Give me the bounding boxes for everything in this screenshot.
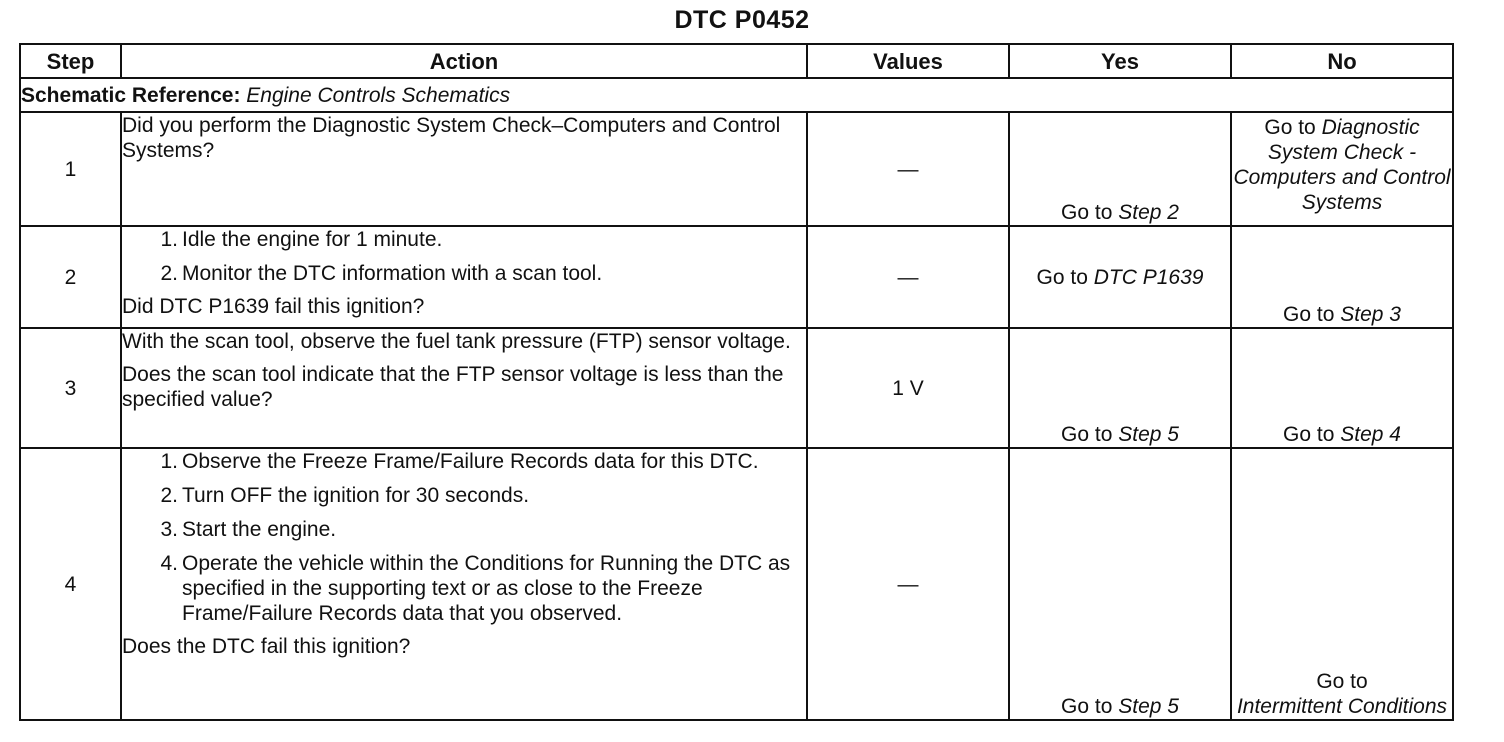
no-link[interactable]: Intermittent Conditions (1236, 695, 1448, 718)
yes-prefix: Go to (1061, 695, 1113, 718)
no-cell (1231, 226, 1453, 328)
yes-link[interactable]: Step 5 (1118, 423, 1179, 446)
substep-text: Start the engine. (182, 518, 337, 541)
yes-link[interactable]: Step 5 (1118, 695, 1179, 718)
no-prefix: Go to (1283, 303, 1335, 326)
substep-text: Idle the engine for 1 minute. (182, 228, 443, 251)
header-row (20, 44, 1453, 78)
action-cell (121, 448, 807, 720)
action-text: With the scan tool, observe the fuel tank pressure (FTP) sensor voltage. (122, 330, 791, 353)
action-cell (121, 328, 807, 448)
yes-cell (1009, 226, 1231, 328)
value-cell: 1 V (807, 328, 1009, 448)
question-text: Does the DTC fail this ignition? (122, 635, 411, 658)
no-prefix: Go to (1283, 423, 1335, 446)
substep-item (122, 551, 806, 626)
substep-text: Operate the vehicle within the Conditions for Running the DTC as specified in the supporting text or as close to the Freeze Frame/Failure Records data that you observed. (182, 552, 791, 625)
table-row (20, 112, 1453, 226)
substep-text: Observe the Freeze Frame/Failure Records data for this DTC. (182, 450, 759, 473)
substep-item (122, 483, 806, 508)
no-cell (1231, 112, 1453, 226)
action-text: Did you perform the Diagnostic System Check–Computers and Control Systems? (122, 114, 781, 162)
substep-item (122, 261, 806, 286)
substep-list (122, 227, 806, 286)
substep-list (122, 449, 806, 626)
table-row (20, 448, 1453, 720)
yes-link[interactable]: DTC P1639 (1093, 265, 1204, 289)
value-cell: — (807, 226, 1009, 328)
no-prefix: Go to (1264, 116, 1316, 139)
yes-cell (1009, 448, 1231, 720)
no-prefix: Go to (1316, 670, 1368, 693)
yes-cell (1009, 112, 1231, 226)
header-action: Action (121, 44, 807, 78)
no-cell (1231, 328, 1453, 448)
yes-prefix: Go to (1061, 423, 1113, 446)
substep-number: 4. (160, 552, 178, 575)
header-no: No (1231, 44, 1453, 78)
step-number: 4 (20, 448, 121, 720)
question-text: Did DTC P1639 fail this ignition? (122, 295, 425, 318)
yes-cell (1009, 328, 1231, 448)
step-number: 2 (20, 226, 121, 328)
schematic-reference-label: Schematic Reference: (21, 83, 241, 107)
step-number: 3 (20, 328, 121, 448)
substep-number: 2. (160, 484, 178, 507)
diagnostic-table (19, 43, 1454, 721)
step-number: 1 (20, 112, 121, 226)
yes-link[interactable]: Step 2 (1118, 201, 1179, 224)
substep-item (122, 449, 806, 474)
no-link[interactable]: Diagnostic System Check - Computers and Control Systems (1233, 116, 1451, 214)
value-cell: — (807, 448, 1009, 720)
substep-number: 1. (160, 450, 178, 473)
substep-text: Turn OFF the ignition for 30 seconds. (182, 484, 530, 507)
substep-item (122, 517, 806, 542)
value-cell: — (807, 112, 1009, 226)
no-link[interactable]: Step 4 (1340, 423, 1401, 446)
action-cell (121, 112, 807, 226)
no-link[interactable]: Step 3 (1340, 303, 1401, 326)
header-values: Values (807, 44, 1009, 78)
schematic-reference (20, 78, 1453, 112)
yes-prefix: Go to (1061, 201, 1113, 224)
substep-item (122, 227, 806, 252)
schematic-reference-link[interactable]: Engine Controls Schematics (246, 83, 511, 107)
substep-number: 3. (160, 518, 178, 541)
header-step: Step (20, 44, 121, 78)
header-yes: Yes (1009, 44, 1231, 78)
substep-text: Monitor the DTC information with a scan tool. (182, 262, 603, 285)
substep-number: 2. (160, 262, 178, 285)
substep-number: 1. (160, 228, 178, 251)
page-title: DTC P0452 (674, 6, 810, 34)
no-cell (1231, 448, 1453, 720)
table-row (20, 226, 1453, 328)
yes-prefix: Go to (1036, 265, 1088, 289)
question-text: Does the scan tool indicate that the FTP sensor voltage is less than the specified value? (122, 363, 784, 411)
schematic-reference-row (20, 78, 1453, 112)
action-cell (121, 226, 807, 328)
table-row (20, 328, 1453, 448)
